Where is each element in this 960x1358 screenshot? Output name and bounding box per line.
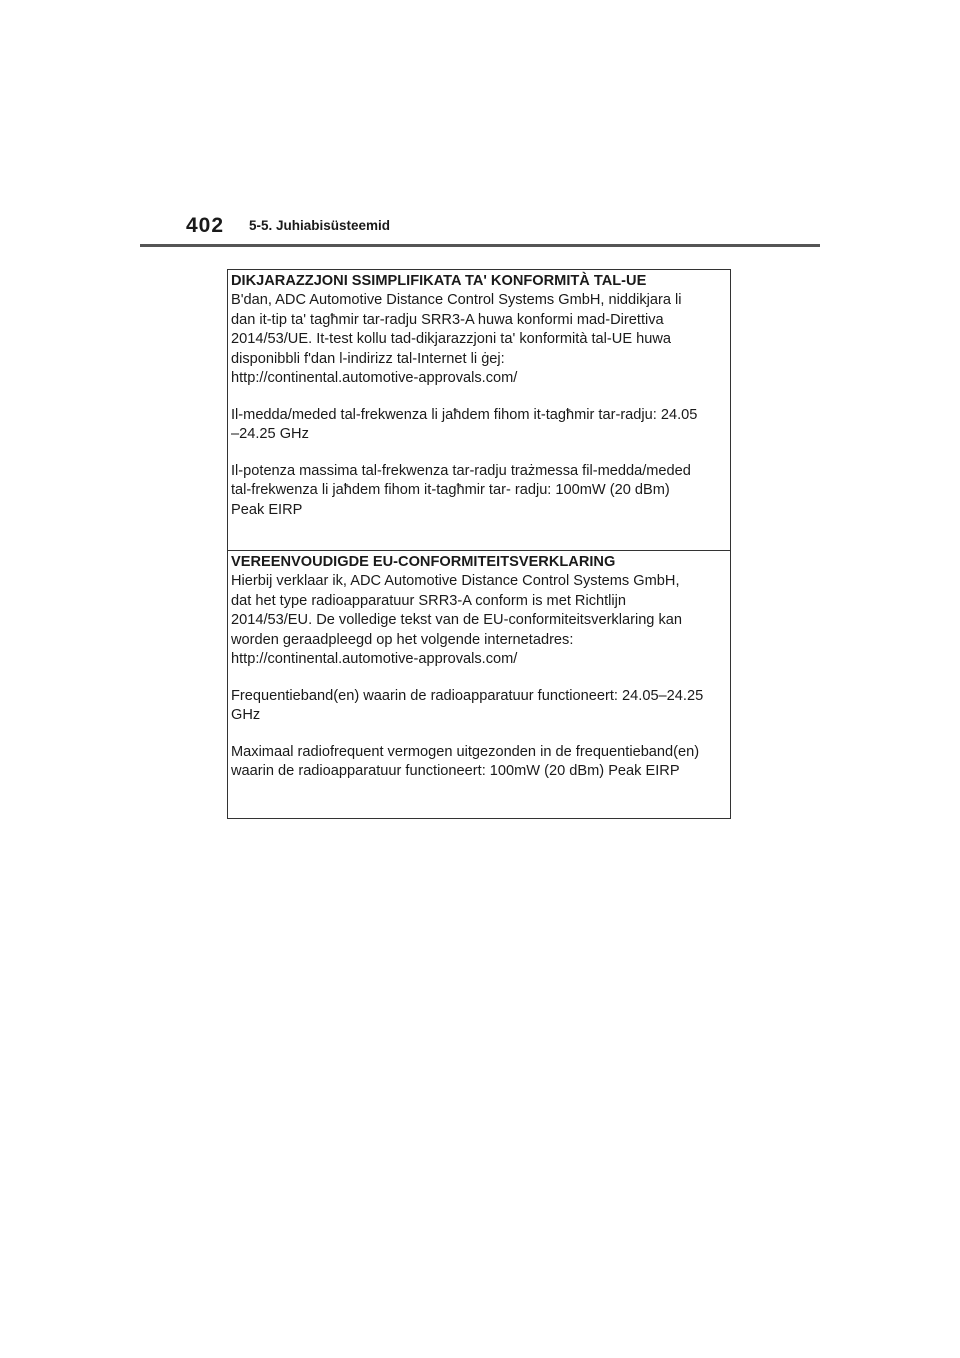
maltese-frequency-text: Il-medda/meded tal-frekwenza li jaħdem fihom it-tagħmir tar-radju: 24.05 –24.25 GHz [231, 406, 698, 442]
dutch-intro-text: Hierbij verklaar ik, ADC Automotive Distance Control Systems GmbH, dat het type radioapparatuur SRR3-A conform is met Richtlijn 2014/53/EU. De volledige tekst van de EU-conformiteitsverklaring kan worden geraadpleegd op het volgende internetadres: [231, 573, 683, 648]
dutch-frequency-text: Frequentieband(en) waarin de radioapparatuur functioneert: 24.05–24.25 GHz [231, 687, 704, 723]
maltese-intro-text: B'dan, ADC Automotive Distance Control Systems GmbH, niddikjara li dan it-tip ta' tagħmir tar-radju SRR3-A huwa konformi mad-Direttiva 2014/53/UE. It-test kollu tad-dikjarazzjoni ta' konformità tal-UE huwa disponibbli f'dan l-indirizz tal-Internet li ġej: [231, 292, 682, 367]
maltese-declaration [228, 270, 730, 551]
dutch-declaration-url: http://continental.automotive-approvals.com/ [231, 651, 518, 667]
header-divider [140, 244, 820, 247]
maltese-power-text: Il-potenza massima tal-frekwenza tar-radju trażmessa fil-medda/meded tal-frekwenza li jaħdem fihom it-tagħmir tar- radju: 100mW (20 dBm) Peak EIRP [231, 462, 691, 518]
conformity-declarations-box [227, 269, 731, 819]
dutch-declaration-intro [231, 572, 730, 670]
dutch-power-text: Maximaal radiofrequent vermogen uitgezonden in de frequentieband(en) waarin de radioapparatuur functioneert: 100mW (20 dBm) Peak EIRP [231, 743, 700, 779]
dutch-declaration-heading: VEREENVOUDIGDE EU-CONFORMITEITSVERKLARING [231, 554, 616, 570]
maltese-declaration-url: http://continental.automotive-approvals.com/ [231, 370, 518, 386]
maltese-declaration-intro [231, 291, 730, 389]
dutch-declaration [228, 551, 730, 818]
page-number: 402 [186, 214, 225, 237]
section-title: 5-5. Juhiabisüsteemid [249, 218, 391, 233]
maltese-declaration-heading: DIKJARAZZJONI SSIMPLIFIKATA TA' KONFORMITÀ TAL-UE [231, 273, 647, 289]
